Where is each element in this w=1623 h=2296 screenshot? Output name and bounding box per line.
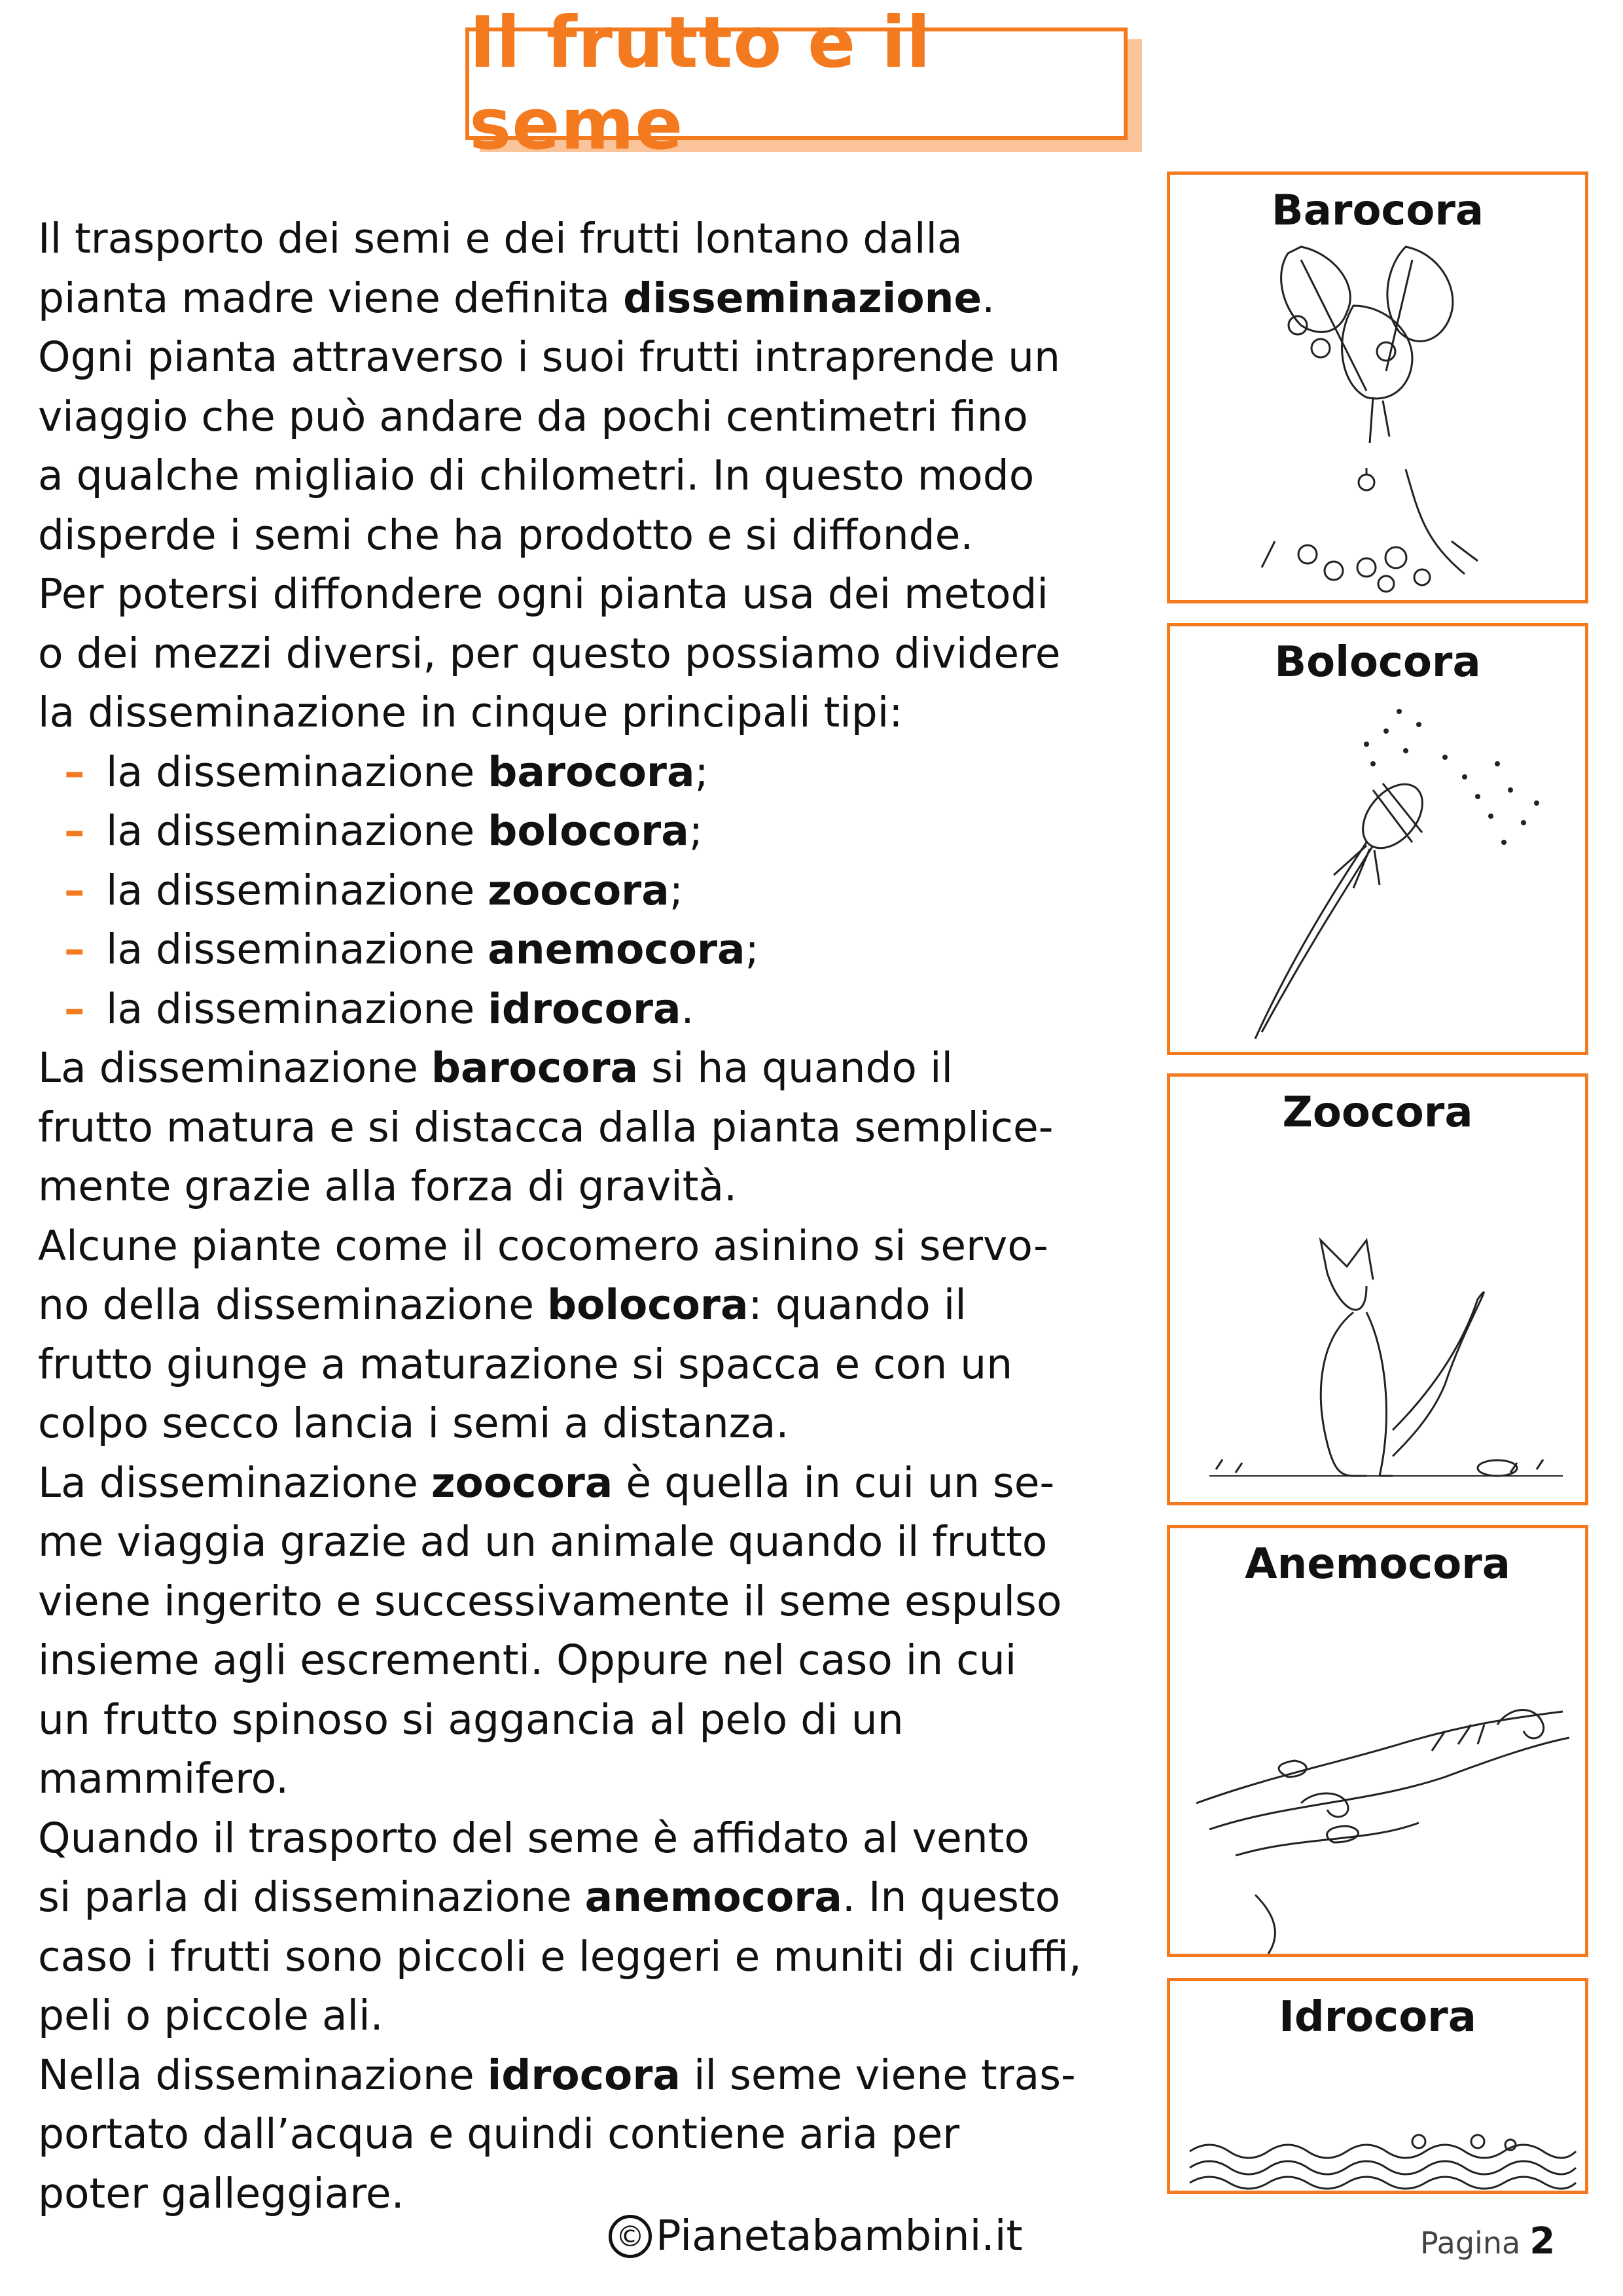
panel-label: Idrocora xyxy=(1279,1993,1476,2041)
text-run: portato dall’acqua e quindi contiene aria per xyxy=(38,2110,960,2158)
text-run: o dei mezzi diversi, per questo possiamo dividere xyxy=(38,629,1061,677)
page-number xyxy=(1420,2220,1555,2263)
text-run: Alcune piante come il cocomero asinino si servo- xyxy=(38,1221,1048,1270)
text-line xyxy=(38,1749,1150,1809)
text-line xyxy=(38,1572,1150,1632)
copyright-icon: © xyxy=(609,2215,652,2258)
text-line xyxy=(38,387,1150,447)
text-line xyxy=(38,1217,1150,1276)
bold-term: barocora xyxy=(431,1044,639,1092)
fox-icon xyxy=(1170,1077,1592,1509)
text-line xyxy=(38,1098,1150,1158)
text-line xyxy=(38,1039,1150,1098)
text-line xyxy=(38,209,1150,269)
text-run: peli o piccole ali. xyxy=(38,1992,383,2039)
text-run: Quando il trasporto del seme è affidato al vento xyxy=(38,1814,1029,1862)
bold-term: bolocora xyxy=(547,1281,749,1329)
text-run: frutto giunge a maturazione si spacca e con un xyxy=(38,1340,1013,1388)
text-line xyxy=(38,2046,1150,2106)
bold-term: anemocora xyxy=(584,1873,842,1921)
text-run: la disseminazione xyxy=(106,866,488,914)
bold-term: idrocora xyxy=(487,2051,681,2099)
text-run: è quella in cui un se- xyxy=(613,1458,1055,1507)
text-line xyxy=(38,565,1150,624)
page-title: Il frutto e il seme xyxy=(469,2,931,166)
text-line xyxy=(38,1868,1150,1928)
text-run: . xyxy=(681,984,694,1033)
text-line xyxy=(38,1157,1150,1217)
text-line xyxy=(38,624,1150,684)
text-run: ; xyxy=(694,747,709,796)
text-run: si ha quando il xyxy=(638,1044,954,1092)
bold-term: zoocora xyxy=(488,866,669,914)
bold-term: idrocora xyxy=(488,984,681,1033)
text-run: poter galleggiare. xyxy=(38,2169,404,2217)
title-box xyxy=(465,2,1128,166)
text-line xyxy=(38,1809,1150,1869)
text-run: me viaggia grazie ad un animale quando il frutto xyxy=(38,1518,1048,1566)
text-line xyxy=(38,1454,1150,1513)
page-label: Pagina xyxy=(1420,2225,1521,2261)
text-line xyxy=(38,980,1150,1039)
text-run: si parla di disseminazione xyxy=(38,1873,585,1921)
text-run: insieme agli escrementi. Oppure nel caso in cui xyxy=(38,1636,1017,1684)
text-run: : quando il xyxy=(748,1281,967,1329)
text-run: colpo secco lancia i semi a distanza. xyxy=(38,1399,789,1447)
text-run: pianta madre viene definita xyxy=(38,274,624,322)
page-number-value: 2 xyxy=(1529,2220,1556,2263)
text-run: no della disseminazione xyxy=(38,1281,548,1329)
text-run: il seme viene tras- xyxy=(680,2051,1076,2099)
text-run: mente grazie alla forza di gravità. xyxy=(38,1162,738,1210)
text-run: Ogni pianta attraverso i suoi frutti intraprende un xyxy=(38,333,1061,381)
text-line xyxy=(38,861,1150,921)
text-run: Il trasporto dei semi e dei frutti lontano dalla xyxy=(38,215,963,262)
bullet-dash-icon: – xyxy=(64,984,85,1033)
text-line xyxy=(38,2105,1150,2164)
panel-anemocora xyxy=(1167,1525,1588,1957)
bold-term: anemocora xyxy=(488,925,745,973)
water-waves-icon xyxy=(1170,1981,1592,2197)
panel-label: Barocora xyxy=(1271,187,1484,235)
text-line xyxy=(38,683,1150,743)
text-run: a qualche migliaio di chilometri. In questo modo xyxy=(38,452,1035,499)
text-run: Per potersi diffondere ogni pianta usa dei metodi xyxy=(38,570,1048,618)
text-run: disperde i semi che ha prodotto e si diffonde. xyxy=(38,511,974,559)
text-line xyxy=(38,1986,1150,2046)
text-line xyxy=(38,1276,1150,1335)
text-run: caso i frutti sono piccoli e leggeri e muniti di ciuffi, xyxy=(38,1932,1082,1981)
wind-seeds-icon xyxy=(1170,1528,1592,1960)
text-run: ; xyxy=(688,807,703,855)
panel-label: Bolocora xyxy=(1274,638,1481,687)
text-run: viaggio che può andare da pochi centimetri fino xyxy=(38,392,1028,440)
text-run: la disseminazione xyxy=(106,747,488,796)
bold-term: disseminazione xyxy=(623,274,982,322)
text-run: ; xyxy=(669,866,683,914)
text-run: frutto matura e si distacca dalla pianta semplice- xyxy=(38,1103,1054,1151)
bullet-dash-icon: – xyxy=(64,925,85,973)
panel-bolocora xyxy=(1167,623,1588,1055)
oak-acorns-icon xyxy=(1170,175,1592,607)
text-run: un frutto spinoso si aggancia al pelo di un xyxy=(38,1695,904,1744)
body-text xyxy=(38,209,1150,2223)
text-run: La disseminazione xyxy=(38,1044,431,1092)
text-line xyxy=(38,446,1150,506)
bold-term: bolocora xyxy=(488,807,689,855)
bold-term: barocora xyxy=(488,747,695,796)
text-run: la disseminazione xyxy=(106,807,488,855)
text-line xyxy=(38,920,1150,980)
text-run: . xyxy=(982,274,995,322)
text-run: Nella disseminazione xyxy=(38,2051,488,2099)
text-line xyxy=(38,802,1150,861)
bullet-dash-icon: – xyxy=(64,807,85,855)
text-run: mammifero. xyxy=(38,1755,289,1803)
text-run: La disseminazione xyxy=(38,1458,431,1507)
bullet-dash-icon: – xyxy=(64,866,85,914)
site-name: Pianetabambini.it xyxy=(656,2212,1023,2261)
text-line xyxy=(38,328,1150,387)
exploding-pod-icon xyxy=(1170,626,1592,1058)
text-line xyxy=(38,1335,1150,1395)
text-line xyxy=(38,1928,1150,1987)
bold-term: zoocora xyxy=(431,1458,613,1507)
text-line xyxy=(38,269,1150,329)
text-run: la disseminazione xyxy=(106,925,488,973)
bullet-dash-icon: – xyxy=(64,747,85,796)
text-line xyxy=(38,1513,1150,1572)
text-line xyxy=(38,506,1150,565)
panel-idrocora xyxy=(1167,1978,1588,2194)
panel-zoocora xyxy=(1167,1073,1588,1505)
footer-site xyxy=(609,2212,1023,2261)
text-line xyxy=(38,1691,1150,1750)
text-line xyxy=(38,1631,1150,1691)
text-run: la disseminazione xyxy=(106,984,488,1033)
text-line xyxy=(38,1394,1150,1454)
text-run: la disseminazione in cinque principali tipi: xyxy=(38,689,903,736)
panel-label: Zoocora xyxy=(1282,1088,1473,1137)
text-line xyxy=(38,743,1150,802)
text-run: ; xyxy=(745,925,759,973)
text-run: . In questo xyxy=(842,1873,1061,1921)
panel-label: Anemocora xyxy=(1245,1540,1510,1588)
text-run: viene ingerito e successivamente il seme espulso xyxy=(38,1577,1062,1625)
panel-barocora xyxy=(1167,171,1588,603)
